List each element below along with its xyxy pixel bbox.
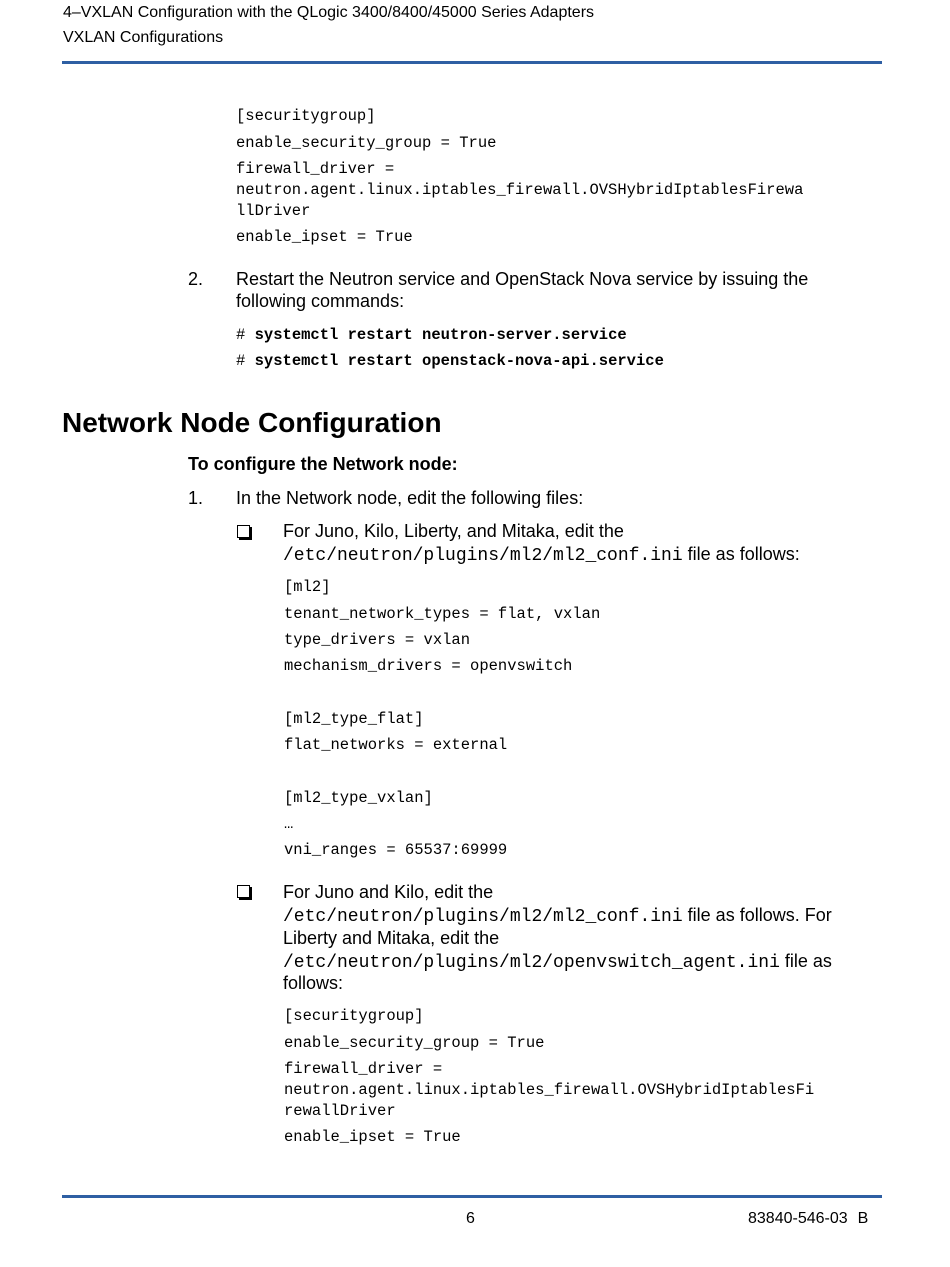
top-code-line: neutron.agent.linux.iptables_firewall.OVSHybridIptablesFirewa	[236, 181, 804, 199]
bullet-text-line	[283, 904, 832, 928]
code-line: mechanism_drivers = openvswitch	[284, 657, 573, 675]
header-rule	[62, 61, 882, 64]
checkbox-bullet-icon	[237, 525, 250, 538]
code-line: [securitygroup]	[284, 1007, 424, 1025]
file-path: /etc/neutron/plugins/ml2/openvswitch_agent.ini	[283, 953, 780, 973]
step-number: 1.	[188, 488, 204, 508]
running-header-section: VXLAN Configurations	[63, 29, 224, 46]
step-text: In the Network node, edit the following files:	[236, 488, 584, 508]
step-number: 2.	[188, 269, 204, 289]
step-text: following commands:	[236, 291, 405, 311]
running-header-chapter: 4–VXLAN Configuration with the QLogic 3400/8400/45000 Series Adapters	[63, 4, 595, 21]
command-prompt: #	[236, 352, 255, 370]
checkbox-bullet-icon	[237, 885, 250, 898]
bullet-text: file as	[779, 951, 832, 971]
top-code-line: enable_ipset = True	[236, 228, 413, 246]
bullet-text: file as follows. For	[682, 905, 832, 925]
bullet-text: For Juno and Kilo, edit the	[283, 882, 494, 902]
document-number: 83840-546-03	[748, 1210, 848, 1227]
command-line	[236, 351, 664, 372]
code-line: tenant_network_types = flat, vxlan	[284, 605, 601, 623]
code-line: firewall_driver =	[284, 1060, 443, 1078]
bullet-text-line	[283, 543, 800, 567]
code-line: [ml2]	[284, 578, 331, 596]
step-text: Restart the Neutron service and OpenStack Nova service by issuing the	[236, 269, 809, 289]
top-code-line: [securitygroup]	[236, 107, 376, 125]
code-line: …	[284, 815, 294, 833]
code-line: flat_networks = external	[284, 736, 508, 754]
footer-rule	[62, 1195, 882, 1198]
code-line: type_drivers = vxlan	[284, 631, 471, 649]
top-code-line: enable_security_group = True	[236, 134, 497, 152]
bullet-text: file as follows:	[682, 544, 800, 564]
bullet-text: Liberty and Mitaka, edit the	[283, 928, 500, 948]
bullet-text: For Juno, Kilo, Liberty, and Mitaka, edit the	[283, 521, 624, 541]
page-number: 6	[466, 1210, 475, 1227]
code-line: [ml2_type_vxlan]	[284, 789, 433, 807]
procedure-title: To configure the Network node:	[188, 454, 458, 474]
command-prompt: #	[236, 326, 255, 344]
section-title: Network Node Configuration	[62, 407, 442, 438]
top-code-line: firewall_driver =	[236, 160, 395, 178]
top-code-line: llDriver	[236, 202, 311, 220]
code-line: neutron.agent.linux.iptables_firewall.OVSHybridIptablesFi	[284, 1081, 815, 1099]
document-revision: B	[857, 1210, 869, 1227]
bullet-text: follows:	[283, 973, 344, 993]
command: systemctl restart openstack-nova-api.service	[254, 352, 664, 370]
code-line: enable_security_group = True	[284, 1034, 545, 1052]
command-line	[236, 325, 627, 346]
file-path: /etc/neutron/plugins/ml2/ml2_conf.ini	[283, 907, 683, 927]
command: systemctl restart neutron-server.service	[254, 326, 627, 344]
file-path: /etc/neutron/plugins/ml2/ml2_conf.ini	[283, 546, 683, 566]
code-line: enable_ipset = True	[284, 1128, 461, 1146]
code-line: [ml2_type_flat]	[284, 710, 424, 728]
code-line: vni_ranges = 65537:69999	[284, 841, 508, 859]
bullet-text-line	[283, 950, 832, 974]
code-line: rewallDriver	[284, 1102, 396, 1120]
document-id	[748, 1210, 868, 1228]
